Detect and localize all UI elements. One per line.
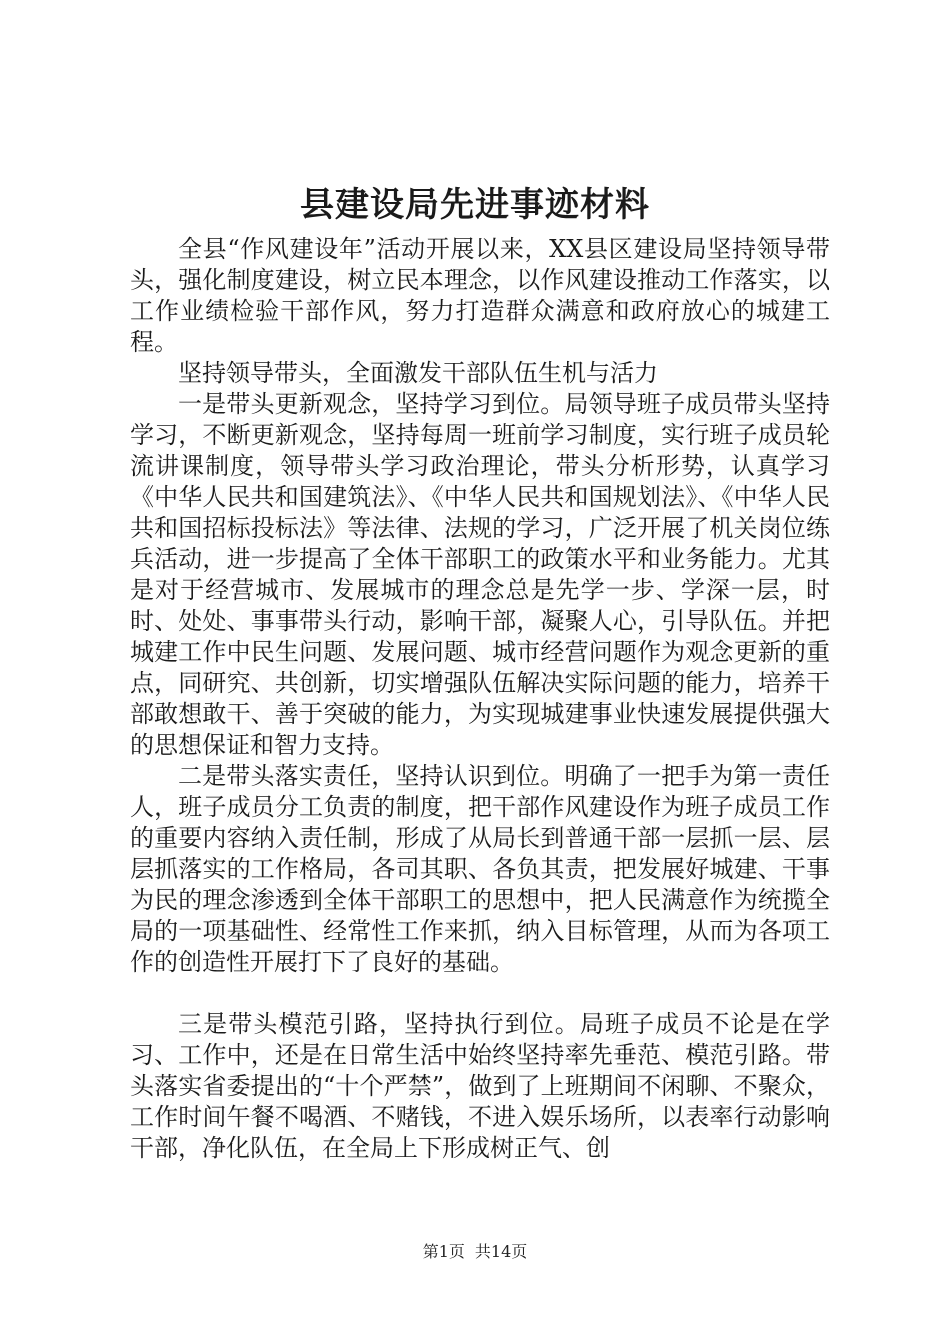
document-title: 县建设局先进事迹材料 xyxy=(300,185,650,225)
paragraph-point-two: 二是带头落实责任，坚持认识到位。明确了一把手为第一责任人，班子成员分工负责的制度，把干部作风建设作为班子成员工作的重要内容纳入责任制，形成了从局长到普通干部一层抓一层、层层抓落实的工作格局，各司其职、各负其责，把发展好城建、干事为民的理念渗透到全体干部职工的思想中，把人民满意作为统揽全局的一项基础性、经常性工作来抓，纳入目标管理，从而为各项工作的创造性开展打下了良好的基础。 xyxy=(130,762,830,976)
page-footer xyxy=(0,1240,950,1264)
document-body xyxy=(130,234,830,1164)
section-heading: 坚持领导带头，全面激发干部队伍生机与活力 xyxy=(178,359,658,387)
page-total: 共14页 xyxy=(474,1242,528,1261)
paragraph-point-three: 三是带头模范引路，坚持执行到位。局班子成员不论是在学习、工作中，还是在日常生活中始终坚持率先垂范、模范引路。带头落实省委提出的“十个严禁”，做到了上班期间不闲聊、不聚众，工作时间午餐不喝酒、不赌钱，不进入娱乐场所，以表率行动影响干部，净化队伍，在全局上下形成树正气、创 xyxy=(130,1010,830,1162)
paragraph-intro: 全县“作风建设年”活动开展以来，XX县区建设局坚持领导带头，强化制度建设，树立民本理念，以作风建设推动工作落实，以工作业绩检验干部作风，努力打造群众满意和政府放心的城建工程。 xyxy=(130,235,830,356)
page-number: 第1页 xyxy=(422,1242,465,1261)
paragraph-point-one: 一是带头更新观念，坚持学习到位。局领导班子成员带头坚持学习，不断更新观念，坚持每周一班前学习制度，实行班子成员轮流讲课制度，领导带头学习政治理论，带头分析形势，认真学习《中华人民共和国建筑法》、《中华人民共和国规划法》、《中华人民共和国招标投标法》等法律、法规的学习，广泛开展了机关岗位练兵活动，进一步提高了全体干部职工的政策水平和业务能力。尤其是对于经营城市、发展城市的理念总是先学一步、学深一层，时时、处处、事事带头行动，影响干部，凝聚人心，引导队伍。并把城建工作中民生问题、发展问题、城市经营问题作为观念更新的重点，同研究、共创新，切实增强队伍解决实际问题的能力，培养干部敢想敢干、善于突破的能力，为实现城建事业快速发展提供强大的思想保证和智力支持。 xyxy=(130,390,830,759)
